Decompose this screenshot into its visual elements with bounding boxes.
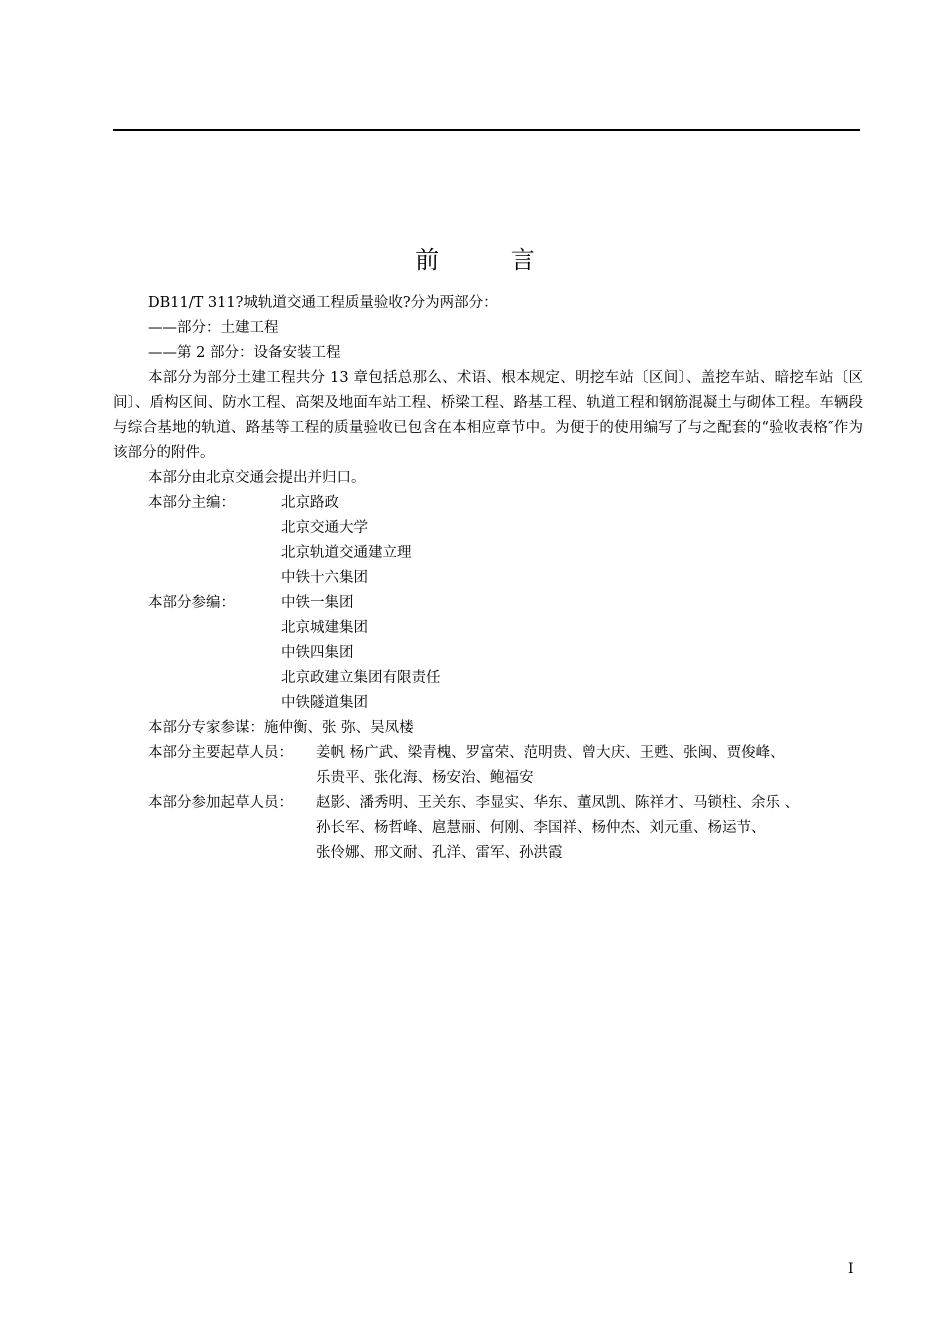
chief-editors-label: 本部分主编： <box>148 495 235 511</box>
participating-drafters-label: 本部分参加起草人员： <box>148 795 293 811</box>
main-drafters-label: 本部分主要起草人员： <box>148 745 293 761</box>
participating-drafters-block <box>113 791 863 866</box>
main-drafters-line: 姜帆 杨广武、梁青槐、罗富荣、范明贵、曾大庆、王甦、张闽、贾俊峰、 <box>316 745 785 761</box>
preface-body <box>113 291 863 866</box>
proposed-by-line: 本部分由北京交通会提出并归口。 <box>148 470 366 486</box>
co-editor-item: 中铁隧道集团 <box>281 695 368 711</box>
chief-editor-item: 北京路政 <box>281 495 339 511</box>
experts-line: 本部分专家参谋：施仲衡、张 弥、吴凤楼 <box>148 720 414 736</box>
co-editor-item: 中铁一集团 <box>281 595 354 611</box>
participating-drafters-line: 张伶娜、邢文耐、孔洋、雷军、孙洪霞 <box>316 845 563 861</box>
co-editor-item: 北京城建集团 <box>281 620 368 636</box>
page-number: I <box>848 1261 854 1277</box>
chief-editor-item: 北京轨道交通建立理 <box>281 545 412 561</box>
chief-editors-block <box>113 491 863 591</box>
chief-editors-list <box>281 491 863 591</box>
co-editors-block <box>113 591 863 716</box>
co-editors-list <box>281 591 863 716</box>
participating-drafters-line: 赵影、潘秀明、王关东、李显实、华东、董凤凯、陈祥才、马锁柱、余乐 、 <box>316 795 800 811</box>
page-title: 前 言 <box>415 246 567 275</box>
part-1-line: ——部分：土建工程 <box>148 320 279 336</box>
header-rule <box>113 129 860 131</box>
part-2-line: ——第 2 部分：设备安装工程 <box>148 345 341 361</box>
co-editor-item: 北京政建立集团有限责任 <box>281 670 441 686</box>
main-drafters-block <box>113 741 863 791</box>
main-drafters-list <box>316 741 863 791</box>
intro-line: DB11/T 311?城轨道交通工程质量验收?分为两部分： <box>148 295 498 311</box>
participating-drafters-line: 孙长军、杨哲峰、扈慧丽、何刚、李国祥、杨仲杰、刘元重、杨运节、 <box>316 820 766 836</box>
co-editors-label: 本部分参编： <box>148 595 235 611</box>
participating-drafters-list <box>316 791 863 866</box>
chief-editor-item: 中铁十六集团 <box>281 570 368 586</box>
main-drafters-line: 乐贵平、张化海、杨安治、鲍福安 <box>316 770 534 786</box>
scope-paragraph: 本部分为部分土建工程共分 13 章包括总那么、术语、根本规定、明挖车站〔区间〕、盖挖车站、暗挖车站〔区间〕、盾构区间、防水工程、高架及地面车站工程、桥梁工程、路基工程、轨道工程和钢筋混凝土与砌体工程。车辆段与综合基地的轨道、路基等工程的质量验收已包含在本相应章节中。为便于的使用编写了与之配套的“验收表格″作为该部分的附件。 <box>113 370 863 461</box>
chief-editor-item: 北京交通大学 <box>281 520 368 536</box>
co-editor-item: 中铁四集团 <box>281 645 354 661</box>
